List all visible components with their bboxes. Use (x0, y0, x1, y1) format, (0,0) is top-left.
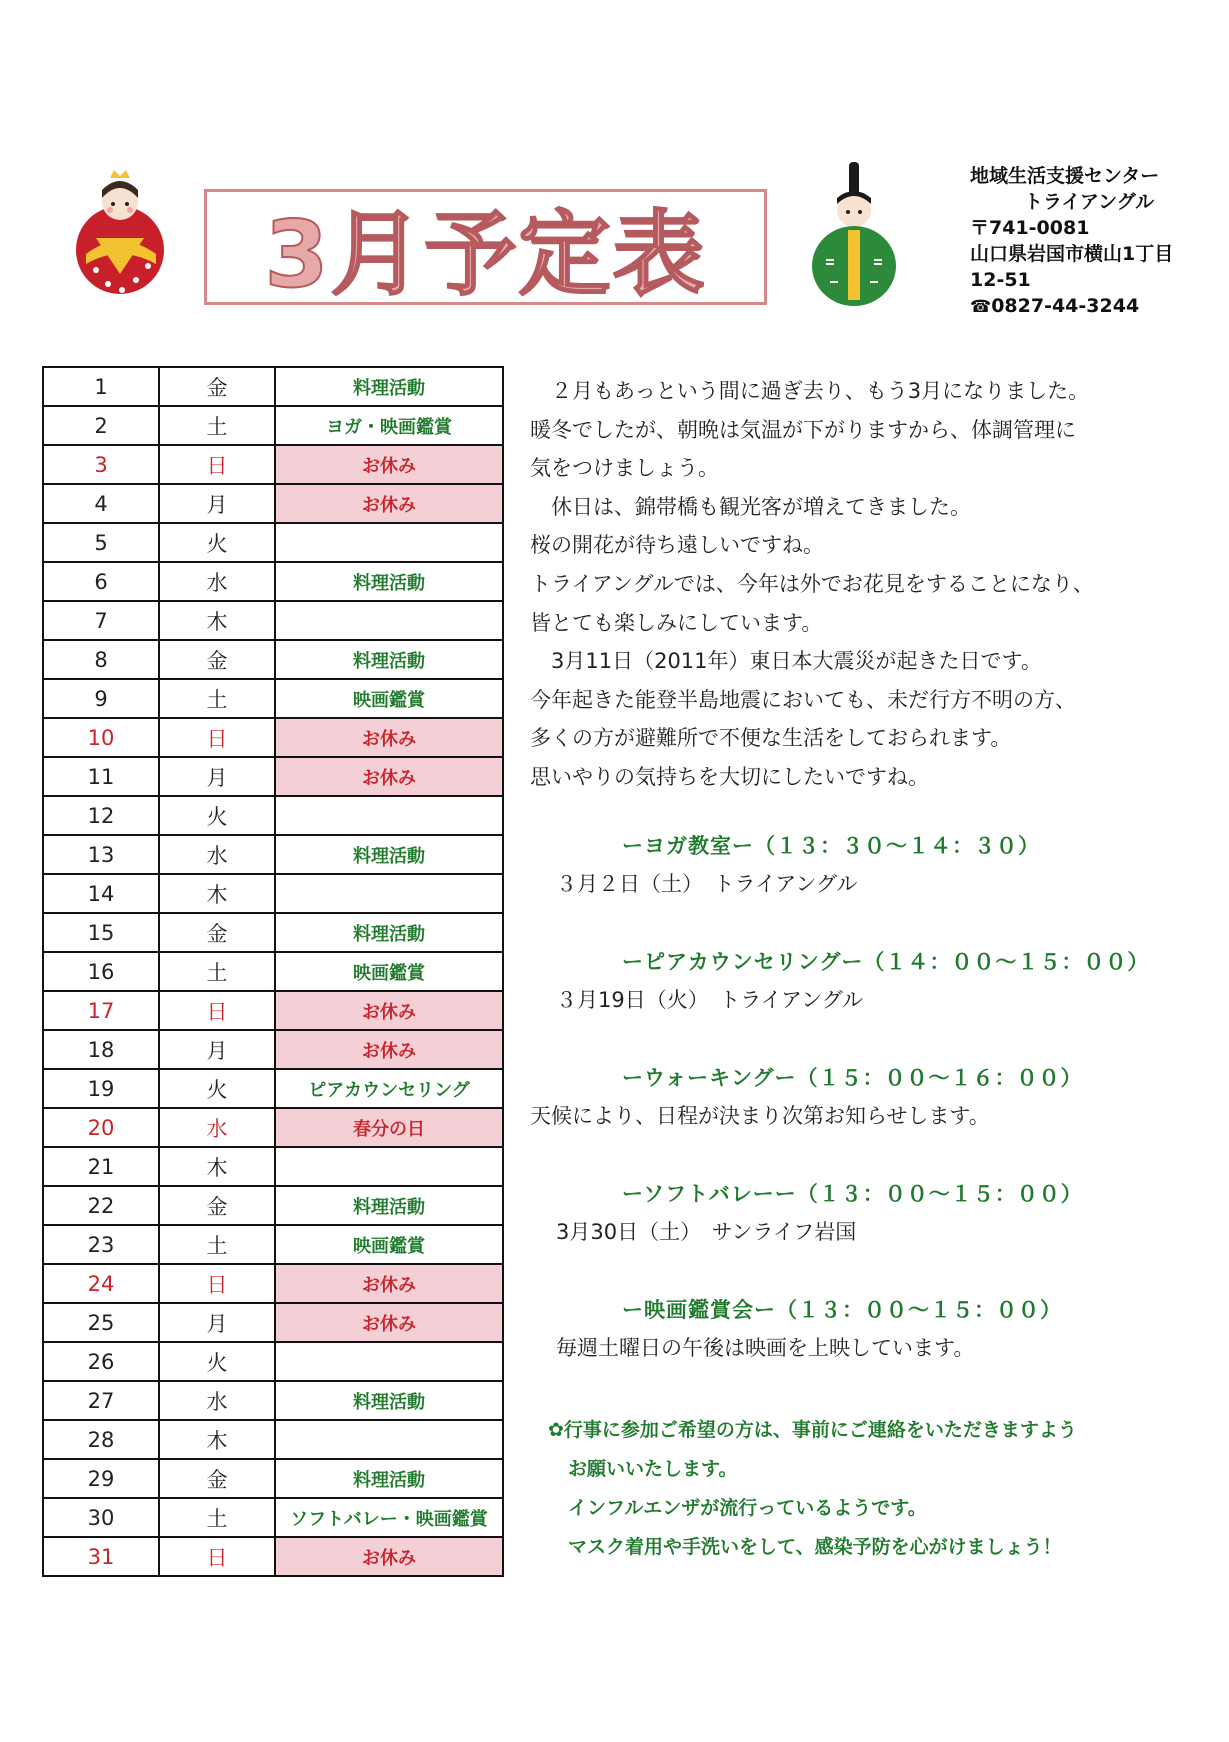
day-cell: 9 (43, 679, 159, 718)
schedule-row (43, 718, 503, 757)
schedule-row (43, 991, 503, 1030)
title-box (204, 189, 767, 308)
message-line: 気をつけましょう。 (530, 456, 719, 481)
weekday-cell: 金 (159, 1186, 275, 1225)
message-line: 桜の開花が待ち遠しいですね。 (530, 533, 824, 558)
schedule-row (43, 835, 503, 874)
schedule-row (43, 1186, 503, 1225)
day-cell: 10 (43, 718, 159, 757)
day-cell: 1 (43, 367, 159, 406)
event-cell: お休み (275, 991, 503, 1030)
message-line: 休日は、錦帯橋も観光客が増えてきました。 (530, 494, 971, 519)
day-cell: 21 (43, 1147, 159, 1186)
org-phone (970, 293, 1173, 320)
phone-icon: ☎ (970, 297, 992, 317)
weekday-cell: 土 (159, 952, 275, 991)
schedule-row (43, 1459, 503, 1498)
message-line: トライアングルでは、今年は外でお花見をすることになり、 (530, 571, 1094, 596)
flower-icon: ✿ (548, 1419, 564, 1441)
event-cell: お休み (275, 484, 503, 523)
weekday-cell: 土 (159, 1225, 275, 1264)
org-postal: 〒741-0081 (970, 217, 1090, 239)
day-cell: 30 (43, 1498, 159, 1537)
event-cell: 料理活動 (275, 1381, 503, 1420)
message-line: 今年起きた能登半島地震においても、未だ行方不明の方、 (530, 687, 1076, 712)
event-cell: 料理活動 (275, 913, 503, 952)
day-cell: 6 (43, 562, 159, 601)
weekday-cell: 金 (159, 640, 275, 679)
schedule-row (43, 484, 503, 523)
event-detail: 毎週土曜日の午後は映画を上映しています。 (556, 1336, 975, 1360)
notice-line (548, 1411, 1077, 1450)
emperor-doll-icon (808, 160, 900, 310)
event-movie (530, 1294, 1062, 1362)
weekday-cell: 金 (159, 367, 275, 406)
event-cell: お休み (275, 1303, 503, 1342)
weekday-cell: 土 (159, 1498, 275, 1537)
day-cell: 8 (43, 640, 159, 679)
event-cell: 料理活動 (275, 562, 503, 601)
day-cell: 7 (43, 601, 159, 640)
day-cell: 3 (43, 445, 159, 484)
day-cell: 12 (43, 796, 159, 835)
org-subname: トライアングル (1024, 191, 1155, 213)
event-cell: 料理活動 (275, 835, 503, 874)
notice-line: お願いいたします。 (568, 1458, 738, 1480)
schedule-row (43, 1108, 503, 1147)
event-cell: ヨガ・映画鑑賞 (275, 406, 503, 445)
weekday-cell: 木 (159, 601, 275, 640)
event-cell: 映画鑑賞 (275, 679, 503, 718)
schedule-row (43, 523, 503, 562)
event-peer-counseling (530, 946, 1149, 1014)
schedule-row (43, 1147, 503, 1186)
weekday-cell: 水 (159, 1108, 275, 1147)
event-heading: ーソフトバレーー（１３：００～１５：００） (622, 1182, 1083, 1206)
event-cell: 春分の日 (275, 1108, 503, 1147)
day-cell: 29 (43, 1459, 159, 1498)
event-detail: ３月２日（土） トライアングル (556, 872, 858, 896)
day-cell: 2 (43, 406, 159, 445)
event-detail: ３月19日（火） トライアングル (556, 988, 864, 1012)
event-cell: お休み (275, 718, 503, 757)
event-cell: お休み (275, 1030, 503, 1069)
event-cell (275, 1147, 503, 1186)
event-cell (275, 796, 503, 835)
org-name: 地域生活支援センター (970, 165, 1160, 187)
day-cell: 18 (43, 1030, 159, 1069)
schedule-row (43, 1537, 503, 1576)
empress-doll-icon (66, 168, 176, 308)
greeting-message (530, 372, 1170, 797)
event-cell: 料理活動 (275, 640, 503, 679)
schedule-table (42, 366, 504, 1577)
weekday-cell: 土 (159, 406, 275, 445)
schedule-row (43, 601, 503, 640)
day-cell: 17 (43, 991, 159, 1030)
message-line: 3月11日（2011年）東日本大震災が起きた日です。 (530, 649, 1042, 674)
weekday-cell: 水 (159, 835, 275, 874)
day-cell: 28 (43, 1420, 159, 1459)
event-walking (530, 1062, 1083, 1130)
day-cell: 5 (43, 523, 159, 562)
page-title: 3月予定表 (264, 201, 707, 308)
weekday-cell: 火 (159, 1342, 275, 1381)
message-line: 思いやりの気持ちを大切にしたいですね。 (530, 764, 929, 789)
schedule-row (43, 796, 503, 835)
schedule-row (43, 1264, 503, 1303)
weekday-cell: 日 (159, 1537, 275, 1576)
day-cell: 24 (43, 1264, 159, 1303)
day-cell: 27 (43, 1381, 159, 1420)
schedule-row (43, 1342, 503, 1381)
event-cell: お休み (275, 1264, 503, 1303)
message-line: 多くの方が避難所で不便な生活をしておられます。 (530, 726, 1012, 751)
schedule-row (43, 952, 503, 991)
weekday-cell: 火 (159, 523, 275, 562)
day-cell: 31 (43, 1537, 159, 1576)
weekday-cell: 土 (159, 679, 275, 718)
day-cell: 13 (43, 835, 159, 874)
schedule-row (43, 679, 503, 718)
weekday-cell: 日 (159, 1264, 275, 1303)
schedule-row (43, 406, 503, 445)
event-cell: お休み (275, 757, 503, 796)
day-cell: 19 (43, 1069, 159, 1108)
event-soft-volleyball (530, 1178, 1083, 1246)
schedule-row (43, 1225, 503, 1264)
org-address-line2: 12-51 (970, 269, 1031, 291)
event-cell (275, 1342, 503, 1381)
schedule-row (43, 1498, 503, 1537)
weekday-cell: 金 (159, 913, 275, 952)
event-cell: 映画鑑賞 (275, 952, 503, 991)
day-cell: 23 (43, 1225, 159, 1264)
schedule-row (43, 913, 503, 952)
event-cell: ピアカウンセリング (275, 1069, 503, 1108)
weekday-cell: 火 (159, 1069, 275, 1108)
weekday-cell: 日 (159, 991, 275, 1030)
schedule-row (43, 1420, 503, 1459)
schedule-row (43, 874, 503, 913)
event-heading: ーピアカウンセリングー（１４：００～１５：００） (622, 950, 1150, 974)
day-cell: 16 (43, 952, 159, 991)
event-heading: ーウォーキングー（１５：００～１６：００） (622, 1066, 1083, 1090)
message-line: 暖冬でしたが、朝晩は気温が下がりますから、体調管理に (530, 417, 1076, 442)
phone-number: 0827-44-3244 (991, 295, 1140, 317)
schedule-row (43, 1381, 503, 1420)
event-cell: 料理活動 (275, 1186, 503, 1225)
schedule-row (43, 1069, 503, 1108)
event-detail: 天候により、日程が決まり次第お知らせします。 (530, 1104, 990, 1128)
weekday-cell: 水 (159, 1381, 275, 1420)
notice-line: マスク着用や手洗いをして、感染予防を心がけましょう！ (568, 1536, 1062, 1558)
schedule-row (43, 1030, 503, 1069)
event-heading: ー映画鑑賞会ー（１３：００～１５：００） (622, 1298, 1062, 1322)
weekday-cell: 日 (159, 445, 275, 484)
day-cell: 22 (43, 1186, 159, 1225)
weekday-cell: 火 (159, 796, 275, 835)
message-line: ２月もあっという間に過ぎ去り、もう3月になりました。 (530, 379, 1090, 403)
event-cell: ソフトバレー・映画鑑賞 (275, 1498, 503, 1537)
weekday-cell: 金 (159, 1459, 275, 1498)
day-cell: 4 (43, 484, 159, 523)
schedule-row (43, 445, 503, 484)
event-cell: 料理活動 (275, 367, 503, 406)
event-heading: ーヨガ教室ー（１３：３０～１４：３０） (622, 834, 1040, 858)
weekday-cell: 月 (159, 1030, 275, 1069)
notice-text: 行事に参加ご希望の方は、事前にご連絡をいただきますよう (563, 1419, 1077, 1441)
schedule-row (43, 562, 503, 601)
weekday-cell: 木 (159, 874, 275, 913)
organization-info (970, 163, 1173, 320)
day-cell: 25 (43, 1303, 159, 1342)
schedule-row (43, 640, 503, 679)
weekday-cell: 月 (159, 484, 275, 523)
weekday-cell: 木 (159, 1147, 275, 1186)
event-detail: 3月30日（土） サンライフ岩国 (556, 1220, 857, 1244)
event-cell: お休み (275, 1537, 503, 1576)
day-cell: 11 (43, 757, 159, 796)
day-cell: 20 (43, 1108, 159, 1147)
weekday-cell: 水 (159, 562, 275, 601)
message-line: 皆とても楽しみにしています。 (530, 610, 823, 635)
schedule-row (43, 757, 503, 796)
event-cell (275, 601, 503, 640)
schedule-row (43, 367, 503, 406)
day-cell: 14 (43, 874, 159, 913)
schedule-table-body (43, 367, 503, 1576)
day-cell: 26 (43, 1342, 159, 1381)
event-cell: 料理活動 (275, 1459, 503, 1498)
weekday-cell: 日 (159, 718, 275, 757)
event-yoga (530, 830, 1040, 898)
weekday-cell: 月 (159, 757, 275, 796)
day-cell: 15 (43, 913, 159, 952)
event-cell (275, 874, 503, 913)
event-cell (275, 1420, 503, 1459)
notice-line: インフルエンザが流行っているようです。 (568, 1497, 927, 1519)
schedule-row (43, 1303, 503, 1342)
event-cell: お休み (275, 445, 503, 484)
notice (548, 1411, 1077, 1567)
event-cell: 映画鑑賞 (275, 1225, 503, 1264)
weekday-cell: 木 (159, 1420, 275, 1459)
weekday-cell: 月 (159, 1303, 275, 1342)
org-address-line1: 山口県岩国市横山1丁目 (970, 243, 1174, 265)
event-cell (275, 523, 503, 562)
